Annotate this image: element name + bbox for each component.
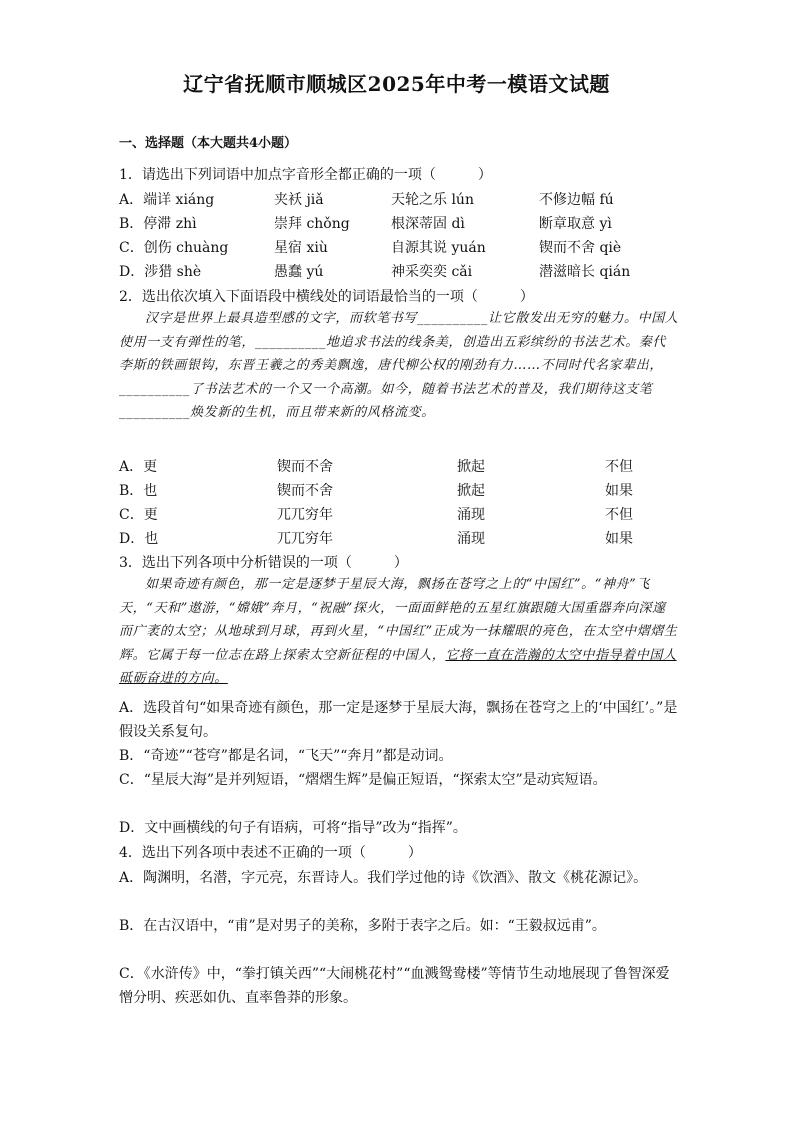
q2-option-row: [119, 480, 679, 500]
q1-option-cell: 潜滋暗长 qián: [539, 264, 631, 280]
q1-option-row: [119, 261, 679, 281]
q2-option-cell: D．也: [119, 531, 159, 547]
q1-option-cell: 神采奕奕 cǎi: [391, 264, 473, 280]
q2-option-cell: B．也: [119, 483, 158, 499]
q1-option-cell: 不修边幅 fú: [539, 192, 614, 208]
q1-option-cell: 天轮之乐 lún: [391, 192, 474, 208]
q1-option-cell: B．停滞 zhì: [119, 216, 197, 232]
q1-option-row: [119, 213, 679, 233]
q3-option-d: D．文中画横线的句子有语病，可将“指导”改为“指挥”。: [119, 820, 467, 836]
q2-option-cell: 锲而不舍: [277, 459, 333, 475]
q3-stem: 3．选出下列各项中分析错误的一项（ ）: [119, 555, 408, 571]
q2-option-cell: 掀起: [457, 483, 485, 499]
q1-option-cell: 夹袄 jiǎ: [274, 192, 324, 208]
q1-option-cell: 愚蠢 yú: [274, 264, 324, 280]
q2-passage: 汉字是世界上最具造型感的文字，而软笔书写__________让它散发出无穷的魅力。中国人使用一支有弹性的笔，__________地追求书法的线条美，创造出五彩缤纷的书法艺术。秦代李斯的铁画银钩，东晋王羲之的秀美飘逸，唐代柳公权的刚劲有力……不同时代名家辈出，__________了书法艺术的一个又一个高潮。如今，随着书法艺术的普及，我们期待这支笔__________焕发新的生机，而且带来新的风格流变。: [119, 311, 679, 420]
q2-option-cell: 锲而不舍: [277, 483, 333, 499]
q2-option-cell: 如果: [605, 483, 633, 499]
q2-option-cell: 涌现: [457, 507, 485, 523]
q1-option-cell: D．涉猎 shè: [119, 264, 202, 280]
q2-option-cell: A．更: [119, 459, 158, 475]
q3-option-c: C．“星辰大海”是并列短语，“熠熠生辉”是偏正短语，“探索太空”是动宾短语。: [119, 772, 607, 788]
q2-option-row: [119, 528, 679, 548]
q2-option-cell: 兀兀穷年: [277, 507, 333, 523]
q1-option-cell: 星宿 xiù: [274, 240, 328, 256]
q1-stem: 1．请选出下列词语中加点字音形全都正确的一项（ ）: [119, 167, 492, 183]
q3-underlined-sentence: 它将一直在浩瀚的太空中指导着中国人砥砺奋进的方向。: [119, 647, 677, 686]
q1-option-cell: 自源其说 yuán: [391, 240, 486, 256]
q3-passage: [119, 573, 679, 691]
q1-option-cell: 断章取意 yì: [539, 216, 612, 232]
q1-option-row: [119, 189, 679, 209]
q2-option-row: [119, 504, 679, 524]
q4-option-c: C．《水浒传》中，“拳打镇关西”“大闹桃花村”“血溅鸳鸯楼”等情节生动地展现了鲁智深爱憎分明、疾恶如仇、直率鲁莽的形象。: [119, 966, 670, 1006]
section-heading: 一、选择题（本大题共4小题）: [119, 136, 298, 151]
q3-passage-text: 如果奇迹有颜色，那一定是逐梦于星辰大海，飘扬在苍穹之上的“中国红”。“神舟”飞天，“天和”遨游，“嫦娥”奔月，“祝融”探火，一面面鲜艳的五星红旗跟随大国重器奔向深邃而广袤的太空；从地球到月球，再到火星，“中国红”正成为一抹耀眼的亮色，在太空中熠熠生辉。它属于每一位志在路上探索太空新征程的中国人，: [119, 577, 678, 663]
q2-option-cell: 如果: [605, 531, 633, 547]
q2-option-cell: 掀起: [457, 459, 485, 475]
q4-stem: 4．选出下列各项中表述不正确的一项（ ）: [119, 845, 422, 861]
q3-option-b: B．“奇迹”“苍穹”都是名词，“飞天”“奔月”都是动词。: [119, 748, 453, 764]
q4-option-b: B．在古汉语中，“甫”是对男子的美称，多附于表字之后。如：“王毅叔远甫”。: [119, 918, 606, 934]
q1-option-cell: 锲而不舍 qiè: [539, 240, 622, 256]
q2-option-cell: C．更: [119, 507, 158, 523]
q2-option-row: [119, 456, 679, 476]
q1-option-row: [119, 237, 679, 257]
q2-option-cell: 不但: [605, 507, 633, 523]
q1-option-cell: A．端详 xiáng: [119, 192, 215, 208]
q2-option-cell: 兀兀穷年: [277, 531, 333, 547]
q4-option-a: A．陶渊明，名潜，字元亮，东晋诗人。我们学过他的诗《饮酒》、散文《桃花源记》。: [119, 870, 648, 886]
q2-option-cell: 不但: [605, 459, 633, 475]
q1-option-cell: 根深蒂固 dì: [391, 216, 465, 232]
q2-option-cell: 涌现: [457, 531, 485, 547]
q1-option-cell: 崇拜 chǒng: [274, 216, 350, 232]
q1-option-cell: C．创伤 chuàng: [119, 240, 229, 256]
q3-option-a: A．选段首句“如果奇迹有颜色，那一定是逐梦于星辰大海，飘扬在苍穹之上的‘中国红’。”是假设关系复句。: [119, 700, 678, 740]
q2-stem: 2．选出依次填入下面语段中横线处的词语最恰当的一项（ ）: [119, 289, 534, 305]
page-title: 辽宁省抚顺市顺城区2025年中考一模语文试题: [183, 72, 610, 96]
